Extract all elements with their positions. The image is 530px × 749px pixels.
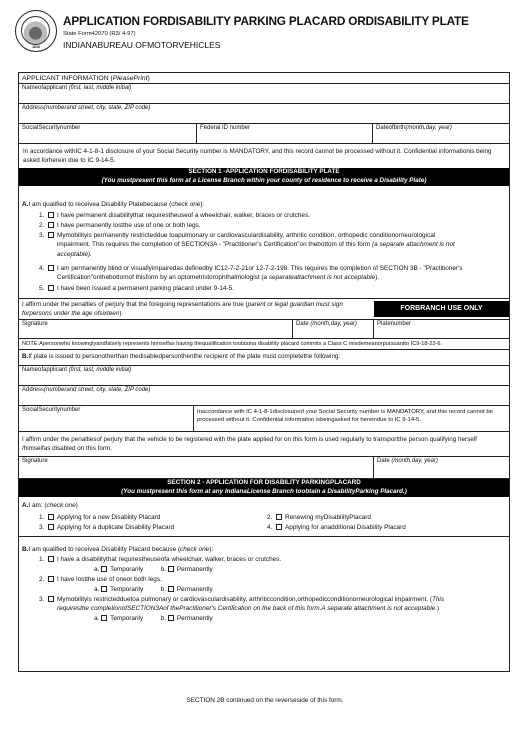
applicant-fedid-field[interactable] xyxy=(196,124,372,143)
placard-reason-2-duration: a. Temporarily b. Permanently xyxy=(94,586,213,593)
applicant-address-field[interactable] xyxy=(19,104,509,124)
placard-type-4[interactable]: 4. Applying for anadditional Disability Placard xyxy=(267,524,406,531)
recipient-date-field[interactable] xyxy=(373,457,509,478)
applicant-info-heading-row xyxy=(19,73,509,84)
section1-b-row xyxy=(19,350,509,366)
placard-type-3[interactable]: 3. Applying for a duplicate Disability Placard xyxy=(39,524,175,531)
section2-title: SECTION 2 - APPLICATION FOR DISABILITY PARKINGPLACARD xyxy=(167,479,361,486)
reason-1-permanently-checkbox[interactable] xyxy=(168,566,174,572)
plate-reason-4[interactable]: 4. I am permanently blind or visuallyimpairedas definedby IC12-7-2-21or 12-7-2-198. This requires the completion of SECTION 3B - "Practitioner's Certification"onthebottomof thisform by an optometristorophthalmologist (a separateattachment is not acceptable). xyxy=(39,265,463,282)
section2-subtitle: (You mustpresent this form at any IndianaLicense Branch toobtain a DisabilityParking Placard.) xyxy=(121,487,407,495)
reason-1-temporarily-checkbox[interactable] xyxy=(101,566,107,572)
placard-reason-3-checkbox[interactable] xyxy=(48,596,54,602)
section2-b-prompt: B.I am qualified to receivea Disability Placard because (check one): xyxy=(22,546,214,553)
state-seal xyxy=(15,10,57,52)
section1-signature-field[interactable] xyxy=(19,319,292,338)
form-title: APPLICATION FORDISABILITY PARKING PLACARD ORDISABILITY PLATE xyxy=(63,14,469,28)
applicant-address-label: Address(numberand street, city, state, ZIP code) xyxy=(22,105,151,111)
plate-reason-3[interactable]: 3. Mymobilityis permanently restricteddue toapulmonary or cardiovasculardisability, arthritic condition, orthopedic conditionorneurological impairment. This requires the completion of SECTION3A - "Practitioner's Certification"on thebottom of this form (a separate attachment is not acceptable). xyxy=(39,232,455,258)
applicant-fedid-label: Federal ID number xyxy=(200,125,251,131)
placard-type-1[interactable]: 1. Applying for a new Disability Placard xyxy=(39,514,161,521)
section1-header xyxy=(19,168,509,186)
plate-reason-5[interactable]: 5. I have been issued a permanent parking placard under 9-14-5. xyxy=(39,285,234,292)
section1-signature-row xyxy=(19,319,509,339)
recipient-signature-label: Signature xyxy=(22,458,48,464)
ssn-notice: In accordance withIC 4-1-8-1 disclosure of your Social Security number is MANDATORY, and this record cannot be processed without it. Confidential informationis being asked forherein due to IC 9-14-5. xyxy=(23,148,492,164)
plate-reason-2-checkbox[interactable] xyxy=(48,222,54,228)
placard-type-1-checkbox[interactable] xyxy=(48,514,54,520)
form-number: State Form42070 (R3/ 4-97) xyxy=(63,31,136,37)
plate-reason-4-checkbox[interactable] xyxy=(48,265,54,271)
recipient-ssn-notice: Inaccordance with IC 4-1-8-1disclosureof your Social Security number is MANDATORY, and this record cannot be processed without it. Confidential information isbeingasked for hereindue to IC 9-14-5. xyxy=(197,409,493,424)
applicant-info-heading: APPLICANT INFORMATION (PleasePrint) xyxy=(22,74,150,82)
section2-a-prompt: A.I am: (check one) xyxy=(22,502,78,509)
section1-date-field[interactable] xyxy=(292,319,373,338)
applicant-dob-label: Dateofbirth(month,day, year) xyxy=(376,125,452,131)
plate-number-field[interactable] xyxy=(373,319,509,338)
bureau-name: INDIANABUREAU OFMOTORVEHICLES xyxy=(63,40,221,50)
divider xyxy=(19,536,509,537)
section1-subtitle: (You mustpresent this form at a License Branch within your county of residence to receive a Disability Plate) xyxy=(101,176,427,184)
section1-b-prompt: B.If plate is issued to personotherthan thedisabledpersonthenthe recipient of the plate must completethe following: xyxy=(22,353,341,360)
section1-affirmation: I affirm under the penalties of perjury that the foregoing representations are true (parent or legal guardian must sign forpersons under the age ofsixteen). xyxy=(22,301,343,317)
applicant-id-row xyxy=(19,124,509,144)
applicant-name-field[interactable] xyxy=(19,84,509,104)
placard-type-2[interactable]: 2. Renewing myDisabilityPlacard xyxy=(267,514,371,521)
placard-reason-1-duration: a. Temporarily b. Permanently xyxy=(94,566,213,573)
recipient-signature-field[interactable] xyxy=(19,457,373,478)
section1-a-prompt: A.I am qualified to receivea Disability Platebecause (check one): xyxy=(22,201,205,208)
recipient-ssn-notice-cell xyxy=(193,406,509,431)
reason-3-permanently-checkbox[interactable] xyxy=(168,615,174,621)
plate-reason-1-checkbox[interactable] xyxy=(48,212,54,218)
recipient-affirmation: I affirm under the penaltiesof perjury that the vehicle to be registered with the plate applied for on this form is used regularly to transportthe person qualifying herself /himselfas disabled on this form. xyxy=(22,436,477,452)
divider xyxy=(19,298,509,299)
placard-reason-1[interactable]: 1. I have a disabilitythat requirestheuseofa wheelchair, walker, braces or crutches. xyxy=(39,556,282,563)
date-label: Date (month,day, year) xyxy=(296,321,357,327)
seal-emblem-icon xyxy=(21,16,50,45)
plate-reason-2[interactable]: 2. I have permanently lostthe use of one or both legs. xyxy=(39,222,201,229)
placard-type-4-checkbox[interactable] xyxy=(276,524,282,530)
recipient-name-label: Nameofapplicant (first, last, middle initial) xyxy=(22,367,132,373)
recipient-affirm-row xyxy=(19,432,509,457)
recipient-ssn-label: SocialSecuritynumber xyxy=(22,407,81,413)
reason-3-temporarily-checkbox[interactable] xyxy=(101,615,107,621)
applicant-ssn-label: SocialSecuritynumber xyxy=(22,125,81,131)
application-form xyxy=(18,72,510,672)
plate-reason-5-checkbox[interactable] xyxy=(48,285,54,291)
recipient-date-label: Date (month,day, year) xyxy=(377,458,438,464)
recipient-address-field[interactable] xyxy=(19,386,509,406)
placard-type-2-checkbox[interactable] xyxy=(276,514,282,520)
recipient-ssn-row xyxy=(19,406,509,432)
misdemeanor-note: NOTE:Apersonwho knowinglyandfalsely represents himselfas having thequalification toobtaina disability placard commits a Class C misdemeanorpursuantto IC9-18-22-6. xyxy=(22,341,443,347)
placard-reason-1-checkbox[interactable] xyxy=(48,556,54,562)
placard-type-3-checkbox[interactable] xyxy=(48,524,54,530)
plate-reason-3-checkbox[interactable] xyxy=(48,232,54,238)
misdemeanor-note-row xyxy=(19,339,509,350)
signature-label: Signature xyxy=(22,321,48,327)
reason-2-permanently-checkbox[interactable] xyxy=(168,586,174,592)
ssn-notice-row xyxy=(19,144,509,168)
applicant-ssn-field[interactable] xyxy=(19,124,196,143)
recipient-ssn-field[interactable] xyxy=(19,406,193,431)
plate-number-label: Platenumber xyxy=(377,321,412,327)
recipient-address-label: Address(numberand street, city, state, ZIP code) xyxy=(22,387,151,393)
reason-2-temporarily-checkbox[interactable] xyxy=(101,586,107,592)
recipient-name-field[interactable] xyxy=(19,366,509,386)
section1-title: SECTION 1 -APPLICATION FORDISABILITY PLATE xyxy=(188,168,340,175)
branch-use-label: FORBRANCH USE ONLY xyxy=(374,301,509,317)
placard-reason-2[interactable]: 2. I have lostthe use of oneor both legs. xyxy=(39,576,162,583)
placard-reason-3[interactable]: 3. Mymobilityis restrictedduetoa pulmonary or cardiovasculardisability, arthriticcondition,orthopedicconditionorneurological impairment. (This requiresthe completionofSECTION3Aof thePractitioner's Certification on the back of this form.A separate attachment is not acceptable.) xyxy=(39,596,445,613)
placard-reason-3-duration: a. Temporarily b. Permanently xyxy=(94,615,213,622)
section2-header xyxy=(19,479,509,497)
applicant-name-label: Nameofapplicant (first, last, middle initial) xyxy=(22,85,132,91)
applicant-dob-field[interactable] xyxy=(372,124,509,143)
placard-reason-2-checkbox[interactable] xyxy=(48,576,54,582)
plate-reason-1[interactable]: 1. I have permanent disabilitythat requirestheuseof a wheelchair, walker, braces or crutches. xyxy=(39,212,310,219)
recipient-signature-row xyxy=(19,457,509,479)
footer-note: SECTION 2B continued on the reverseside of this form. xyxy=(186,697,344,704)
seal-year: 1816 xyxy=(32,45,40,49)
